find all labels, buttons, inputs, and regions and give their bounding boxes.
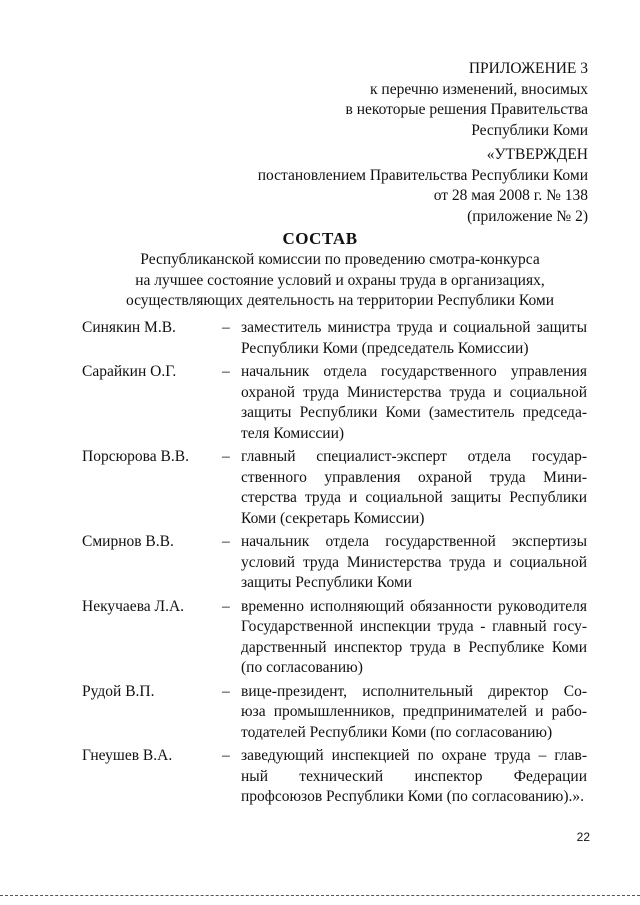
member-name: Некучаева Л.А. [82,597,185,615]
member-role [241,447,587,529]
member-role [241,597,587,679]
document-subtitle [60,250,620,312]
member-name: Порсюрова В.В. [82,448,189,465]
role-line: теля Комиссии) [241,424,345,442]
role-line: главный специалист-эксперт отдела государ- [241,448,587,465]
role-line: заведующий инспекцией по охране труда – глав- [241,747,587,764]
member-role [241,682,587,744]
role-line: профсоюзов Республики Коми (по согласованию).». [241,788,585,805]
role-line: ственного управления охраной труда Мини- [241,468,587,486]
role-line: Республики Коми (председатель Комиссии) [241,339,529,357]
member-name: Синякин М.В. [82,319,176,336]
appendix-line: ПРИЛОЖЕНИЕ 3 [468,60,588,77]
document-title: СОСТАВ [282,229,358,248]
role-line: временно исполняющий обязанности руководителя [241,597,587,615]
member-entry [82,597,587,679]
scan-bottom-rule [0,895,640,896]
member-dash: – [222,363,230,380]
member-role [241,318,587,359]
appendix-line: Республики Коми [471,121,588,139]
role-line: юза промышленников, предпринимателей и рабо- [241,703,587,720]
approval-line: постановлением Правительства Республики Коми [257,166,588,184]
members-list [82,318,587,811]
role-line: (по согласованию) [241,659,363,676]
member-name: Рудой В.П. [82,682,155,700]
member-entry [82,682,587,744]
member-name: Гнеушев В.А. [82,747,173,764]
role-line: начальник отдела государственного управления [241,363,587,380]
member-entry [82,362,587,444]
approval-stamp-text [258,145,588,227]
role-line: тодателей Республики Коми (по согласованию) [241,723,553,741]
member-dash: – [222,597,230,615]
member-name: Сарайкин О.Г. [82,363,177,380]
subtitle-line: осуществляющих деятельность на территории Республики Коми [126,292,554,309]
member-entry [82,318,587,359]
subtitle-line: Республиканской комиссии по проведению смотра-конкурса [140,251,540,268]
member-name: Смирнов В.В. [82,533,174,550]
role-line: охраной труда Министерства труда и социальной [241,383,587,401]
member-role [241,532,587,594]
subtitle-line: на лучшее состояние условий и охраны труда в организациях, [135,271,545,289]
role-line: Коми (секретарь Комиссии) [241,509,425,527]
role-line: стерства труда и социальной защиты Республики [241,489,587,506]
member-dash: – [222,682,230,700]
role-line: ный технический инспектор Федерации [241,767,587,785]
member-role [241,362,587,444]
role-line: Государственной инспекции труда - главный госу- [241,618,587,635]
approval-line: «УТВЕРЖДЕН [486,146,588,163]
role-line: защиты Республики Коми [241,574,413,591]
member-entry [82,532,587,594]
member-dash: – [222,319,230,336]
role-line: вице-президент, исполнительный директор Со- [241,682,587,700]
role-line: защиты Республики Коми (заместитель председа- [241,404,587,421]
approval-line: (приложение № 2) [467,207,588,225]
approval-line: от 28 мая 2008 г. № 138 [433,187,588,204]
member-role [241,746,587,808]
member-entry [82,447,587,529]
role-line: начальник отдела государственной экспертизы [241,533,587,550]
member-dash: – [222,747,230,764]
member-entry [82,746,587,808]
role-line: условий труда Министерства труда и социальной [241,553,587,571]
appendix-header [346,59,588,141]
appendix-line: к перечню изменений, вносимых [370,80,588,98]
member-dash: – [222,448,230,465]
role-line: дарственный инспектор труда в Республике Коми [241,638,587,656]
page-number: 22 [576,830,590,844]
role-line: заместитель министра труда и социальной защиты [241,319,587,336]
member-dash: – [222,533,230,550]
appendix-line: в некоторые решения Правительства [345,101,588,118]
